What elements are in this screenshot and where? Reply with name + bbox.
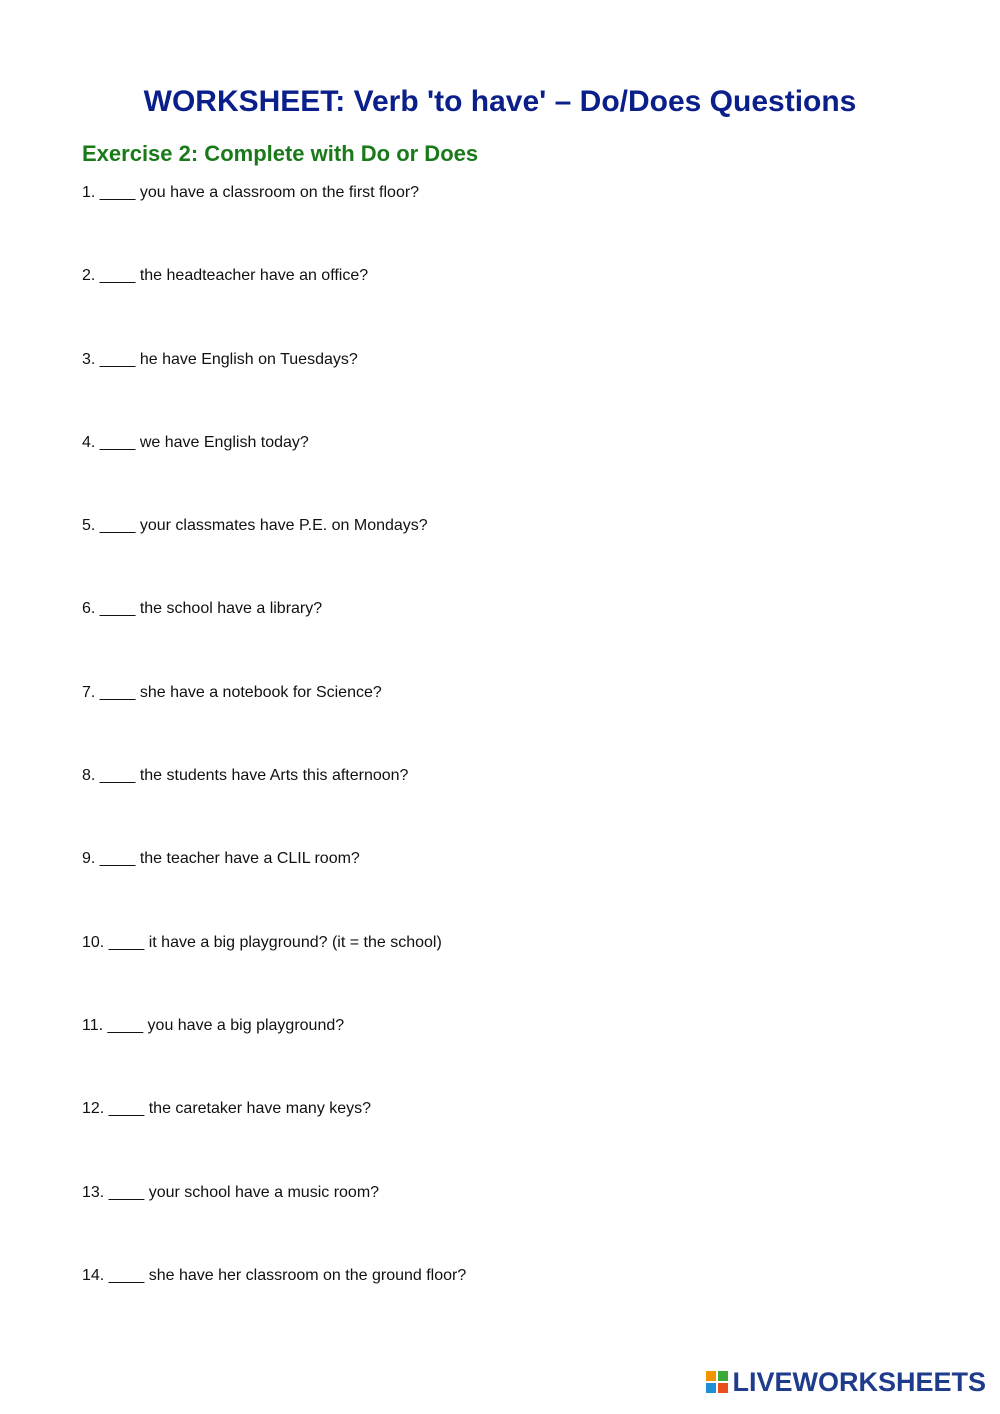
logo-square-red <box>718 1383 728 1393</box>
worksheet-title: WORKSHEET: Verb 'to have' – Do/Does Questions <box>143 85 857 118</box>
question-11: 11. ____ you have a big playground? <box>82 1016 345 1034</box>
question-5: 5. ____ your classmates have P.E. on Mondays? <box>82 517 428 535</box>
logo-square-green <box>718 1371 728 1381</box>
question-4: 4. ____ we have English today? <box>82 433 309 451</box>
question-2: 2. ____ the headteacher have an office? <box>82 267 369 285</box>
question-9: 9. ____ the teacher have a CLIL room? <box>82 850 360 868</box>
logo-square-blue <box>706 1383 716 1393</box>
liveworksheets-logo <box>706 1366 986 1398</box>
question-13: 13. ____ your school have a music room? <box>82 1183 380 1201</box>
question-6: 6. ____ the school have a library? <box>82 600 323 618</box>
question-list <box>82 181 466 1347</box>
question-8: 8. ____ the students have Arts this afternoon? <box>82 767 409 785</box>
exercise-heading: Exercise 2: Complete with Do or Does <box>82 141 479 166</box>
question-3: 3. ____ he have English on Tuesdays? <box>82 350 358 368</box>
question-12: 12. ____ the caretaker have many keys? <box>82 1100 372 1118</box>
liveworksheets-logo-icon <box>706 1371 728 1393</box>
question-1: 1. ____ you have a classroom on the first floor? <box>82 184 420 201</box>
question-10: 10. ____ it have a big playground? (it = the school) <box>82 933 442 951</box>
question-14: 14. ____ she have her classroom on the ground floor? <box>82 1266 467 1284</box>
logo-text: LIVEWORKSHEETS <box>732 1366 986 1397</box>
logo-square-orange <box>706 1371 716 1381</box>
question-7: 7. ____ she have a notebook for Science? <box>82 683 382 701</box>
